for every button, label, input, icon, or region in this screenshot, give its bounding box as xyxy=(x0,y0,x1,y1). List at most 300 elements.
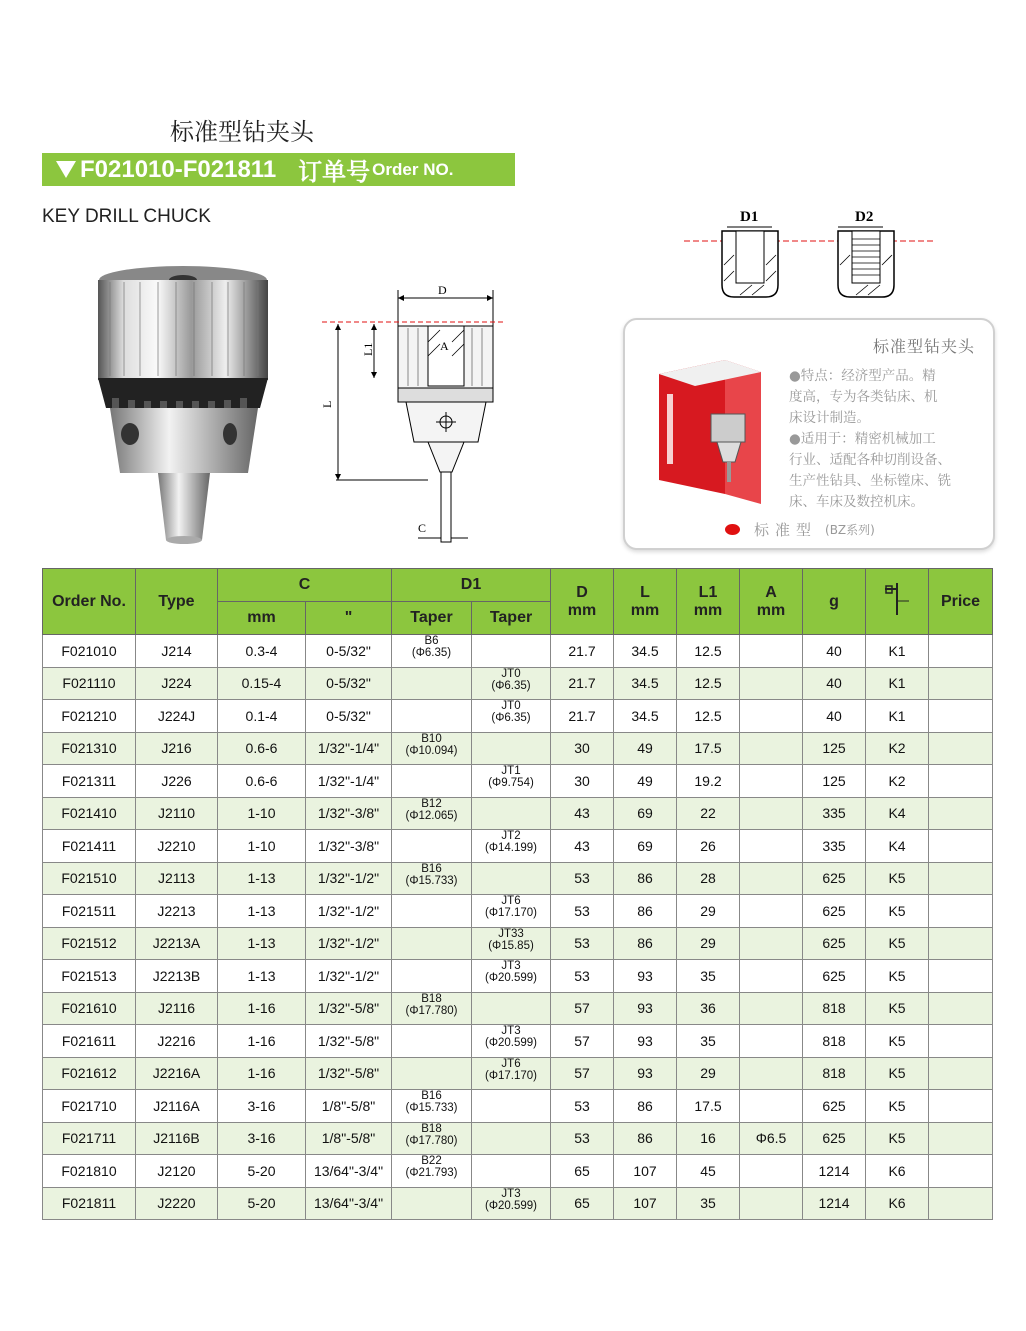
cell-c-mm: 0.6-6 xyxy=(218,765,306,798)
dim-label-d: D xyxy=(438,283,447,297)
col-header-d1-taper-jt: Taper xyxy=(472,602,551,635)
cell-l: 49 xyxy=(614,732,677,765)
table-row xyxy=(43,765,993,798)
cell-key: K2 xyxy=(866,765,929,798)
info-line-6: 生产性钻具、坐标镗床、铣 xyxy=(789,473,951,489)
taper-code: JT3 xyxy=(501,960,521,972)
taper-code: B6 xyxy=(424,635,439,647)
cell-c-inch: 1/32"-1/2" xyxy=(306,862,392,895)
cell-l: 49 xyxy=(614,765,677,798)
cell-type: J2116A xyxy=(136,1090,218,1123)
cell-d: 57 xyxy=(551,992,614,1025)
cell-g: 818 xyxy=(803,1025,866,1058)
cell-taper-b xyxy=(392,1187,472,1220)
cell-order-no: F021710 xyxy=(43,1090,136,1123)
cell-l: 93 xyxy=(614,992,677,1025)
cell-type: J2216A xyxy=(136,1057,218,1090)
taper-code: JT1 xyxy=(501,765,521,777)
cell-g: 818 xyxy=(803,1057,866,1090)
cell-l1: 17.5 xyxy=(677,732,740,765)
cell-taper-jt xyxy=(472,830,551,863)
cell-c-mm: 1-13 xyxy=(218,960,306,993)
cell-l1: 22 xyxy=(677,797,740,830)
cell-price xyxy=(929,1057,993,1090)
cell-price xyxy=(929,992,993,1025)
cell-price xyxy=(929,732,993,765)
taper-diameter: (Φ15.733) xyxy=(405,1102,458,1114)
table-row xyxy=(43,1122,993,1155)
cell-key: K6 xyxy=(866,1187,929,1220)
order-label-en: Order NO. xyxy=(372,159,454,179)
cell-type: J224 xyxy=(136,667,218,700)
cell-c-mm: 5-20 xyxy=(218,1187,306,1220)
cell-taper-jt xyxy=(472,797,551,830)
cell-l: 34.5 xyxy=(614,667,677,700)
cell-g: 40 xyxy=(803,700,866,733)
cell-key: K5 xyxy=(866,960,929,993)
cell-l1: 16 xyxy=(677,1122,740,1155)
cell-d: 65 xyxy=(551,1187,614,1220)
cell-a xyxy=(740,830,803,863)
cell-price xyxy=(929,1187,993,1220)
cell-l: 86 xyxy=(614,927,677,960)
cell-key: K5 xyxy=(866,927,929,960)
cell-type: J2120 xyxy=(136,1155,218,1188)
taper-code: JT33 xyxy=(498,927,524,940)
cell-order-no: F021512 xyxy=(43,927,136,960)
taper-diameter: (Φ21.793) xyxy=(405,1167,458,1179)
cell-g: 125 xyxy=(803,765,866,798)
cell-c-inch: 1/32"-1/4" xyxy=(306,732,392,765)
cell-l: 107 xyxy=(614,1187,677,1220)
cell-l1: 29 xyxy=(677,1057,740,1090)
col-header-l-label: L xyxy=(640,583,650,601)
cell-l: 86 xyxy=(614,895,677,928)
cell-d: 21.7 xyxy=(551,635,614,668)
col-header-g: g xyxy=(803,569,866,635)
cell-taper-b xyxy=(392,635,472,668)
order-code: F021010-F021811 xyxy=(80,155,277,183)
cell-l1: 19.2 xyxy=(677,765,740,798)
cell-a xyxy=(740,927,803,960)
taper-code: B16 xyxy=(421,862,442,875)
cell-a xyxy=(740,1187,803,1220)
table-row xyxy=(43,1155,993,1188)
cell-taper-jt xyxy=(472,1025,551,1058)
dim-label-d1: D1 xyxy=(740,209,759,225)
product-box-image xyxy=(655,354,765,504)
cell-order-no: F021311 xyxy=(43,765,136,798)
cell-c-mm: 1-13 xyxy=(218,862,306,895)
cell-order-no: F021511 xyxy=(43,895,136,928)
cell-c-inch: 13/64"-3/4" xyxy=(306,1187,392,1220)
cell-g: 625 xyxy=(803,895,866,928)
col-header-d-unit: mm xyxy=(567,601,597,619)
drill-chuck-photo xyxy=(88,258,288,558)
cell-l1: 35 xyxy=(677,1187,740,1220)
cell-order-no: F021811 xyxy=(43,1187,136,1220)
cell-a xyxy=(740,960,803,993)
cell-a xyxy=(740,700,803,733)
cell-taper-b xyxy=(392,830,472,863)
cell-taper-b xyxy=(392,765,472,798)
cell-c-mm: 1-10 xyxy=(218,830,306,863)
cell-a xyxy=(740,765,803,798)
cell-taper-b xyxy=(392,992,472,1025)
cell-c-mm: 1-13 xyxy=(218,895,306,928)
cell-l1: 35 xyxy=(677,1025,740,1058)
cell-key: K4 xyxy=(866,797,929,830)
info-line-1: ●特点：经济型产品。精 xyxy=(789,368,936,384)
taper-diameter: (Φ20.599) xyxy=(485,1037,538,1049)
table-row xyxy=(43,700,993,733)
col-header-l1-unit: mm xyxy=(693,601,723,619)
cell-key: K6 xyxy=(866,1155,929,1188)
order-banner xyxy=(42,153,515,186)
cell-type: J2213B xyxy=(136,960,218,993)
cell-c-mm: 0.3-4 xyxy=(218,635,306,668)
cell-c-inch: 1/32"-1/2" xyxy=(306,927,392,960)
cell-l1: 45 xyxy=(677,1155,740,1188)
cell-price xyxy=(929,927,993,960)
cell-a xyxy=(740,862,803,895)
cell-key: K2 xyxy=(866,732,929,765)
table-row xyxy=(43,797,993,830)
product-info-card xyxy=(623,318,995,550)
table-row xyxy=(43,1057,993,1090)
cell-l1: 29 xyxy=(677,895,740,928)
order-label-cn: 订单号 xyxy=(298,158,371,186)
taper-diameter: (Φ14.199) xyxy=(485,842,538,854)
cell-l: 93 xyxy=(614,1057,677,1090)
cell-type: J226 xyxy=(136,765,218,798)
cell-c-inch: 13/64"-3/4" xyxy=(306,1155,392,1188)
cell-taper-jt xyxy=(472,765,551,798)
series-label-en: (BZ系列) xyxy=(825,523,875,537)
table-row xyxy=(43,862,993,895)
cell-g: 40 xyxy=(803,667,866,700)
cell-c-inch: 1/32"-5/8" xyxy=(306,1057,392,1090)
cell-c-inch: 1/32"-1/4" xyxy=(306,765,392,798)
cell-l1: 26 xyxy=(677,830,740,863)
col-header-l1-label: L1 xyxy=(698,583,718,601)
taper-code: JT2 xyxy=(501,830,521,842)
cell-d: 53 xyxy=(551,1122,614,1155)
taper-diameter: (Φ17.780) xyxy=(405,1134,458,1147)
cell-c-inch: 0-5/32" xyxy=(306,700,392,733)
cell-type: J224J xyxy=(136,700,218,733)
cell-c-inch: 1/32"-3/8" xyxy=(306,830,392,863)
table-row xyxy=(43,732,993,765)
cell-l1: 28 xyxy=(677,862,740,895)
cell-a xyxy=(740,667,803,700)
taper-code: JT6 xyxy=(501,895,521,907)
cell-price xyxy=(929,960,993,993)
table-row xyxy=(43,927,993,960)
taper-diameter: (Φ17.170) xyxy=(485,1069,538,1082)
triangle-down-icon xyxy=(56,161,76,178)
col-header-l1 xyxy=(677,569,740,635)
cell-l: 69 xyxy=(614,830,677,863)
cell-a xyxy=(740,1057,803,1090)
cell-g: 625 xyxy=(803,862,866,895)
col-header-a-label: A xyxy=(765,583,777,601)
cell-g: 625 xyxy=(803,927,866,960)
col-header-a xyxy=(740,569,803,635)
cell-c-inch: 1/32"-1/2" xyxy=(306,895,392,928)
chuck-dimension-diagram xyxy=(318,282,508,547)
col-header-d-label: D xyxy=(576,583,588,601)
cell-key: K1 xyxy=(866,667,929,700)
cell-c-mm: 5-20 xyxy=(218,1155,306,1188)
col-header-d1: D1 xyxy=(392,569,551,602)
cell-l: 86 xyxy=(614,1122,677,1155)
product-subtitle: KEY DRILL CHUCK xyxy=(42,206,211,227)
cell-key: K5 xyxy=(866,1122,929,1155)
cell-price xyxy=(929,700,993,733)
col-header-c-inch: " xyxy=(306,602,392,635)
key-icon xyxy=(882,581,912,617)
table-row xyxy=(43,992,993,1025)
cell-a xyxy=(740,1090,803,1123)
page-title: 标准型钻夹头 xyxy=(170,118,314,146)
series-label-cn: 标准型 xyxy=(754,521,818,539)
cell-key: K5 xyxy=(866,895,929,928)
cell-price xyxy=(929,830,993,863)
cell-key: K1 xyxy=(866,700,929,733)
cell-g: 335 xyxy=(803,797,866,830)
cell-taper-jt xyxy=(472,1122,551,1155)
cell-d: 53 xyxy=(551,895,614,928)
cell-c-mm: 1-13 xyxy=(218,927,306,960)
cell-order-no: F021310 xyxy=(43,732,136,765)
cell-d: 21.7 xyxy=(551,700,614,733)
cell-d: 53 xyxy=(551,1090,614,1123)
cell-c-mm: 1-16 xyxy=(218,992,306,1025)
cell-d: 53 xyxy=(551,927,614,960)
taper-code: JT3 xyxy=(501,1187,521,1200)
cell-d: 53 xyxy=(551,862,614,895)
table-row xyxy=(43,960,993,993)
cell-d: 30 xyxy=(551,732,614,765)
cell-price xyxy=(929,1122,993,1155)
cell-price xyxy=(929,765,993,798)
cell-taper-jt xyxy=(472,960,551,993)
cell-key: K4 xyxy=(866,830,929,863)
cell-a xyxy=(740,1025,803,1058)
cell-c-mm: 1-16 xyxy=(218,1025,306,1058)
cell-taper-jt xyxy=(472,635,551,668)
cell-a xyxy=(740,895,803,928)
cell-taper-jt xyxy=(472,700,551,733)
cell-a: Φ6.5 xyxy=(740,1122,803,1155)
cell-l1: 12.5 xyxy=(677,635,740,668)
info-line-7: 床、车床及数控机床。 xyxy=(789,494,924,510)
taper-diameter: (Φ9.754) xyxy=(488,777,534,789)
cell-key: K5 xyxy=(866,1090,929,1123)
cell-c-mm: 3-16 xyxy=(218,1122,306,1155)
cell-taper-b xyxy=(392,797,472,830)
cell-c-inch: 1/32"-3/8" xyxy=(306,797,392,830)
taper-code: B18 xyxy=(421,992,442,1005)
cell-g: 625 xyxy=(803,1122,866,1155)
cell-c-inch: 1/32"-1/2" xyxy=(306,960,392,993)
cell-type: J2116B xyxy=(136,1122,218,1155)
cell-l1: 36 xyxy=(677,992,740,1025)
cell-type: J214 xyxy=(136,635,218,668)
cell-taper-b xyxy=(392,862,472,895)
col-header-l-unit: mm xyxy=(630,601,660,619)
col-header-a-unit: mm xyxy=(756,601,786,619)
cell-d: 21.7 xyxy=(551,667,614,700)
cell-d: 57 xyxy=(551,1057,614,1090)
cell-taper-jt xyxy=(472,895,551,928)
cell-l: 86 xyxy=(614,862,677,895)
cell-l1: 12.5 xyxy=(677,700,740,733)
cell-taper-b xyxy=(392,700,472,733)
cell-g: 625 xyxy=(803,1090,866,1123)
taper-code: B12 xyxy=(421,797,442,810)
info-card-title: 标准型钻夹头 xyxy=(872,337,975,356)
cell-order-no: F021711 xyxy=(43,1122,136,1155)
cell-l1: 12.5 xyxy=(677,667,740,700)
info-line-2: 度高，专为各类钻床、机 xyxy=(789,389,938,405)
cell-taper-b xyxy=(392,1155,472,1188)
cell-key: K5 xyxy=(866,1057,929,1090)
dim-label-d2: D2 xyxy=(855,209,874,225)
cell-a xyxy=(740,797,803,830)
taper-diameter: (Φ20.599) xyxy=(485,972,538,984)
col-header-d xyxy=(551,569,614,635)
cell-taper-b xyxy=(392,667,472,700)
col-header-c-mm: mm xyxy=(218,602,306,635)
cell-price xyxy=(929,797,993,830)
info-line-3: 床设计制造。 xyxy=(789,410,870,426)
table-row xyxy=(43,1187,993,1220)
cell-price xyxy=(929,635,993,668)
cell-g: 818 xyxy=(803,992,866,1025)
col-header-type: Type xyxy=(136,569,218,635)
cell-c-inch: 1/32"-5/8" xyxy=(306,1025,392,1058)
cell-order-no: F021611 xyxy=(43,1025,136,1058)
cell-taper-jt xyxy=(472,1155,551,1188)
table-row xyxy=(43,895,993,928)
info-line-4: ●适用于：精密机械加工 xyxy=(789,431,936,447)
cell-taper-b xyxy=(392,1057,472,1090)
cell-d: 53 xyxy=(551,960,614,993)
taper-code: JT3 xyxy=(501,1025,521,1037)
taper-code: B16 xyxy=(421,1090,442,1102)
taper-diameter: (Φ20.599) xyxy=(485,1199,538,1212)
table-row xyxy=(43,635,993,668)
cell-c-mm: 0.15-4 xyxy=(218,667,306,700)
taper-diameter: (Φ6.35) xyxy=(411,647,452,659)
cell-order-no: F021210 xyxy=(43,700,136,733)
cell-taper-b xyxy=(392,1122,472,1155)
taper-diameter: (Φ6.35) xyxy=(491,679,531,692)
cell-price xyxy=(929,862,993,895)
cell-taper-b xyxy=(392,960,472,993)
dim-label-l: L xyxy=(320,400,334,408)
cell-taper-b xyxy=(392,927,472,960)
cell-order-no: F021612 xyxy=(43,1057,136,1090)
cell-a xyxy=(740,992,803,1025)
taper-diameter: (Φ12.065) xyxy=(405,809,458,822)
dim-label-c: C xyxy=(418,521,427,535)
cell-price xyxy=(929,1090,993,1123)
table-row xyxy=(43,667,993,700)
taper-code: B18 xyxy=(421,1122,442,1135)
col-header-l xyxy=(614,569,677,635)
cell-a xyxy=(740,1155,803,1188)
table-row xyxy=(43,830,993,863)
cell-type: J2213A xyxy=(136,927,218,960)
cell-taper-jt xyxy=(472,927,551,960)
taper-diameter: (Φ10.094) xyxy=(405,744,458,757)
cell-taper-jt xyxy=(472,667,551,700)
cell-c-inch: 1/32"-5/8" xyxy=(306,992,392,1025)
cell-c-mm: 1-10 xyxy=(218,797,306,830)
taper-code: JT0 xyxy=(501,700,521,712)
table-row xyxy=(43,1090,993,1123)
cell-taper-jt xyxy=(472,1057,551,1090)
info-line-5: 行业、适配各种切削设备、 xyxy=(789,452,951,468)
cell-key: K5 xyxy=(866,1025,929,1058)
col-header-c: C xyxy=(218,569,392,602)
cell-taper-b xyxy=(392,895,472,928)
cell-g: 1214 xyxy=(803,1187,866,1220)
taper-diameter: (Φ15.733) xyxy=(405,874,458,887)
cell-g: 1214 xyxy=(803,1155,866,1188)
cell-g: 335 xyxy=(803,830,866,863)
cell-order-no: F021610 xyxy=(43,992,136,1025)
cell-key: K5 xyxy=(866,992,929,1025)
col-header-price: Price xyxy=(929,569,993,635)
cell-type: J2116 xyxy=(136,992,218,1025)
cell-c-inch: 1/8"-5/8" xyxy=(306,1122,392,1155)
taper-code: B22 xyxy=(421,1155,442,1167)
cell-d: 57 xyxy=(551,1025,614,1058)
cell-g: 625 xyxy=(803,960,866,993)
cell-price xyxy=(929,667,993,700)
cell-d: 43 xyxy=(551,830,614,863)
cell-a xyxy=(740,635,803,668)
cell-taper-jt xyxy=(472,1187,551,1220)
spec-table xyxy=(42,568,993,1220)
cell-type: J2210 xyxy=(136,830,218,863)
cell-d: 30 xyxy=(551,765,614,798)
taper-diameter: (Φ17.780) xyxy=(405,1004,458,1017)
cell-l: 107 xyxy=(614,1155,677,1188)
cell-l1: 35 xyxy=(677,960,740,993)
cell-c-mm: 0.1-4 xyxy=(218,700,306,733)
red-dot-icon xyxy=(725,524,740,535)
cell-price xyxy=(929,1155,993,1188)
cell-taper-b xyxy=(392,1025,472,1058)
taper-diameter: (Φ6.35) xyxy=(491,712,531,724)
cell-order-no: F021410 xyxy=(43,797,136,830)
cell-l: 93 xyxy=(614,960,677,993)
cell-taper-jt xyxy=(472,862,551,895)
cell-g: 125 xyxy=(803,732,866,765)
cell-taper-b xyxy=(392,732,472,765)
cell-l: 93 xyxy=(614,1025,677,1058)
cell-l: 34.5 xyxy=(614,700,677,733)
dim-label-l1: L1 xyxy=(361,342,375,356)
taper-section-diagram xyxy=(680,205,940,305)
taper-code: JT0 xyxy=(501,667,521,680)
col-header-key xyxy=(866,569,929,635)
